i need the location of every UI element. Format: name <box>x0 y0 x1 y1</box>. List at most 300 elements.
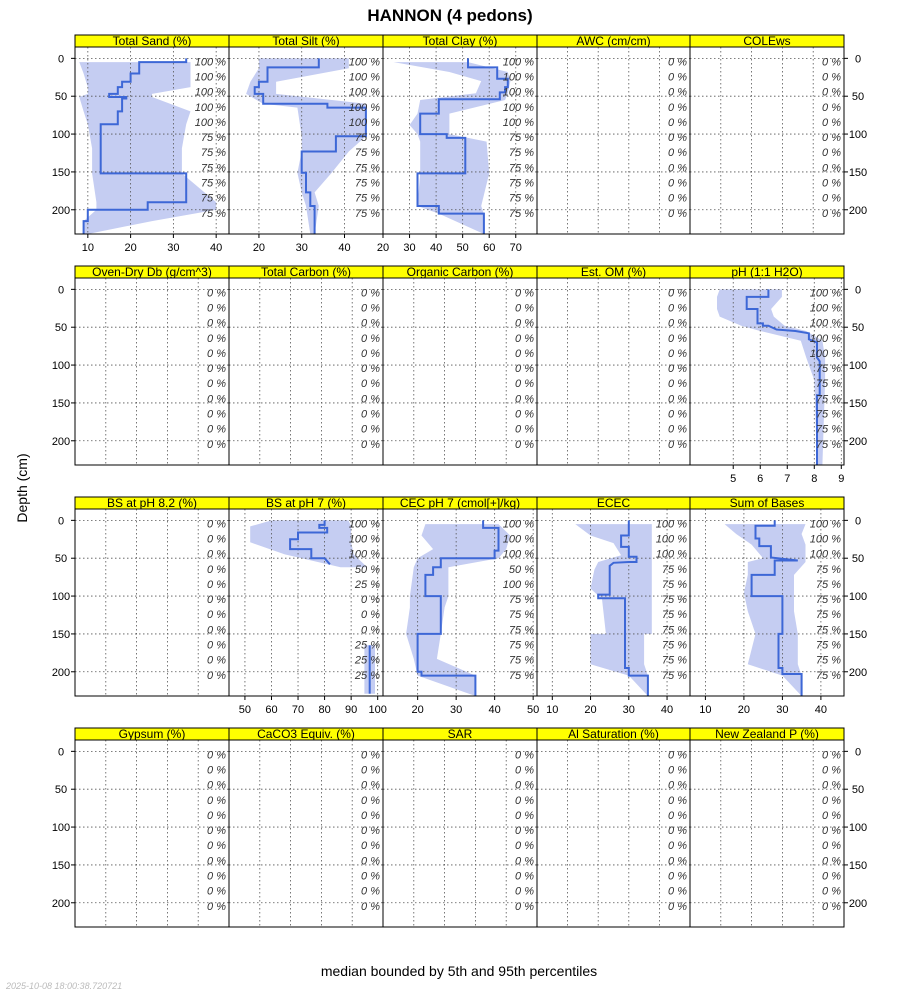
x-tick-label: 20 <box>252 242 266 254</box>
x-tick-label: 30 <box>403 242 416 254</box>
y-tick-label: 50 <box>54 784 68 797</box>
data-percent-label: 0 % <box>515 764 534 777</box>
data-percent-label: 0 % <box>668 192 687 205</box>
data-percent-label: 100 % <box>655 533 687 546</box>
data-percent-label: 75 % <box>354 132 380 145</box>
data-percent-label: 100 % <box>655 518 687 531</box>
panel-strip-label: COLEws <box>743 34 791 48</box>
y-tick-label: 150 <box>848 859 868 872</box>
x-tick-label: 10 <box>81 242 94 254</box>
data-percent-label: 0 % <box>668 287 687 300</box>
y-tick-label: 150 <box>51 397 71 410</box>
data-percent-label: 75 % <box>661 669 687 682</box>
data-percent-label: 0 % <box>207 654 226 667</box>
data-percent-label: 50 % <box>354 563 380 576</box>
data-percent-label: 100 % <box>348 71 380 84</box>
data-percent-label: 100 % <box>809 302 841 315</box>
x-tick-label: 10 <box>699 704 712 716</box>
data-percent-label: 0 % <box>515 423 534 436</box>
panel <box>690 496 867 716</box>
data-percent-label: 100 % <box>502 71 534 84</box>
y-tick-label: 0 <box>57 515 65 528</box>
panel-strip-label: Oven-Dry Db (g/cm^3) <box>92 265 212 279</box>
data-percent-label: 0 % <box>668 317 687 330</box>
data-percent-label: 0 % <box>515 900 534 913</box>
data-percent-label: 75 % <box>508 192 534 205</box>
data-percent-label: 50 % <box>508 563 534 576</box>
data-percent-label: 0 % <box>668 438 687 451</box>
data-percent-label: 0 % <box>668 116 687 129</box>
data-percent-label: 0 % <box>822 749 841 762</box>
data-percent-label: 75 % <box>508 609 534 622</box>
panel-strip-label: CaCO3 Equiv. (%) <box>257 727 355 741</box>
x-tick-label: 20 <box>124 242 137 254</box>
data-percent-label: 0 % <box>668 825 687 838</box>
panel-frame <box>229 740 383 927</box>
data-percent-label: 100 % <box>502 101 534 114</box>
panel <box>52 34 229 254</box>
y-tick-label: 150 <box>51 628 71 641</box>
data-percent-label: 0 % <box>822 71 841 84</box>
y-tick-label: 50 <box>54 322 68 335</box>
data-percent-label: 0 % <box>822 764 841 777</box>
data-percent-label: 0 % <box>207 749 226 762</box>
data-percent-label: 100 % <box>348 56 380 69</box>
data-percent-label: 0 % <box>361 594 380 607</box>
data-percent-label: 0 % <box>515 840 534 853</box>
data-percent-label: 0 % <box>515 438 534 451</box>
data-percent-label: 0 % <box>822 885 841 898</box>
y-tick-label: 50 <box>851 553 865 566</box>
data-percent-label: 0 % <box>668 408 687 421</box>
x-tick-label: 40 <box>814 704 828 716</box>
x-tick-label: 90 <box>345 704 358 716</box>
data-percent-label: 100 % <box>348 518 380 531</box>
data-percent-label: 0 % <box>207 332 226 345</box>
data-percent-label: 0 % <box>361 779 380 792</box>
data-percent-label: 0 % <box>822 779 841 792</box>
panel <box>537 265 690 465</box>
data-percent-label: 0 % <box>515 809 534 822</box>
data-percent-label: 25 % <box>354 639 380 652</box>
data-percent-label: 0 % <box>668 132 687 145</box>
data-percent-label: 75 % <box>508 654 534 667</box>
median-line <box>747 289 820 465</box>
x-tick-label: 5 <box>730 473 737 485</box>
data-percent-label: 0 % <box>515 408 534 421</box>
data-percent-label: 75 % <box>815 423 841 436</box>
data-percent-label: 0 % <box>822 192 841 205</box>
data-percent-label: 75 % <box>815 393 841 406</box>
x-axis-label: median bounded by 5th and 95th percentiles <box>320 963 598 979</box>
data-percent-label: 75 % <box>508 147 534 160</box>
data-percent-label: 75 % <box>815 624 841 637</box>
panel-strip-label: Organic Carbon (%) <box>406 265 514 279</box>
data-percent-label: 100 % <box>348 101 380 114</box>
y-tick-label: 0 <box>854 284 862 297</box>
data-percent-label: 0 % <box>207 317 226 330</box>
data-percent-label: 0 % <box>207 624 226 637</box>
panel-frame <box>75 278 229 465</box>
data-percent-label: 0 % <box>668 302 687 315</box>
data-percent-label: 0 % <box>207 639 226 652</box>
panel-strip-label: New Zealand P (%) <box>715 727 819 741</box>
y-tick-label: 200 <box>848 204 868 217</box>
data-percent-label: 75 % <box>354 207 380 220</box>
data-percent-label: 0 % <box>515 885 534 898</box>
panel <box>690 265 867 485</box>
data-percent-label: 0 % <box>668 885 687 898</box>
data-percent-label: 100 % <box>502 548 534 561</box>
data-percent-label: 75 % <box>508 177 534 190</box>
data-percent-label: 0 % <box>207 825 226 838</box>
data-percent-label: 0 % <box>668 347 687 360</box>
x-tick-label: 10 <box>546 704 559 716</box>
data-percent-label: 0 % <box>361 764 380 777</box>
data-percent-label: 0 % <box>515 749 534 762</box>
data-percent-label: 100 % <box>348 86 380 99</box>
data-percent-label: 0 % <box>207 764 226 777</box>
percentile-band <box>725 524 806 696</box>
data-percent-label: 0 % <box>668 393 687 406</box>
percentile-band <box>575 524 652 696</box>
data-percent-label: 75 % <box>661 609 687 622</box>
panel-frame <box>75 509 229 696</box>
y-tick-label: 0 <box>854 53 862 66</box>
panel-strip-label: AWC (cm/cm) <box>576 34 651 48</box>
x-tick-label: 60 <box>265 704 278 716</box>
data-percent-label: 0 % <box>822 101 841 114</box>
data-percent-label: 0 % <box>515 302 534 315</box>
data-percent-label: 0 % <box>822 177 841 190</box>
data-percent-label: 0 % <box>668 855 687 868</box>
data-percent-label: 0 % <box>515 287 534 300</box>
panel-strip-label: Total Carbon (%) <box>260 265 352 279</box>
data-percent-label: 0 % <box>668 101 687 114</box>
data-percent-label: 100 % <box>502 86 534 99</box>
x-tick-label: 50 <box>527 704 540 716</box>
data-percent-label: 100 % <box>194 86 226 99</box>
panel-strip-label: BS at pH 8.2 (%) <box>106 496 198 510</box>
data-percent-label: 0 % <box>668 207 687 220</box>
panel-strip-label: Sum of Bases <box>729 496 805 510</box>
data-percent-label: 75 % <box>508 669 534 682</box>
data-percent-label: 75 % <box>354 162 380 175</box>
y-tick-label: 100 <box>848 822 868 835</box>
panel <box>537 34 690 234</box>
chart-title: HANNON (4 pedons) <box>367 6 533 25</box>
panel-strip-label: ECEC <box>596 496 631 510</box>
data-percent-label: 0 % <box>822 147 841 160</box>
data-percent-label: 75 % <box>815 578 841 591</box>
data-percent-label: 0 % <box>207 548 226 561</box>
data-percent-label: 75 % <box>815 563 841 576</box>
x-tick-label: 20 <box>376 242 390 254</box>
data-percent-label: 75 % <box>508 624 534 637</box>
data-percent-label: 100 % <box>348 548 380 561</box>
data-percent-label: 0 % <box>515 393 534 406</box>
data-percent-label: 100 % <box>502 116 534 129</box>
x-tick-label: 40 <box>429 242 443 254</box>
data-percent-label: 100 % <box>194 56 226 69</box>
data-percent-label: 0 % <box>361 885 380 898</box>
y-tick-label: 0 <box>57 284 65 297</box>
data-percent-label: 0 % <box>822 809 841 822</box>
data-percent-label: 0 % <box>668 900 687 913</box>
data-percent-label: 75 % <box>815 609 841 622</box>
data-percent-label: 0 % <box>822 870 841 883</box>
panel <box>52 496 229 696</box>
panel <box>383 496 539 716</box>
x-tick-label: 7 <box>784 473 791 485</box>
x-tick-label: 9 <box>838 473 845 485</box>
y-tick-label: 200 <box>848 435 868 448</box>
data-percent-label: 75 % <box>354 177 380 190</box>
panel <box>377 34 537 254</box>
panel-frame <box>690 740 844 927</box>
data-percent-label: 0 % <box>668 86 687 99</box>
data-percent-label: 0 % <box>668 363 687 376</box>
data-percent-label: 75 % <box>200 207 226 220</box>
panel <box>690 727 867 927</box>
data-percent-label: 75 % <box>815 438 841 451</box>
x-tick-label: 50 <box>238 704 252 716</box>
data-percent-label: 100 % <box>809 548 841 561</box>
data-percent-label: 0 % <box>361 302 380 315</box>
y-tick-label: 150 <box>51 166 71 179</box>
data-percent-label: 75 % <box>508 207 534 220</box>
panel-strip-label: BS at pH 7 (%) <box>265 496 347 510</box>
panel-strip-label: SAR <box>447 727 473 741</box>
panel-frame <box>383 278 537 465</box>
data-percent-label: 0 % <box>207 408 226 421</box>
data-percent-label: 100 % <box>194 101 226 114</box>
data-percent-label: 100 % <box>809 518 841 531</box>
y-tick-label: 200 <box>51 897 71 910</box>
data-percent-label: 75 % <box>815 669 841 682</box>
data-percent-label: 75 % <box>815 594 841 607</box>
data-percent-label: 0 % <box>207 578 226 591</box>
panel-strip-label: Total Sand (%) <box>112 34 192 48</box>
data-percent-label: 0 % <box>207 870 226 883</box>
data-percent-label: 100 % <box>502 518 534 531</box>
data-percent-label: 25 % <box>354 654 380 667</box>
data-percent-label: 0 % <box>668 794 687 807</box>
data-percent-label: 0 % <box>207 563 226 576</box>
panel-grid <box>52 34 867 927</box>
data-percent-label: 0 % <box>668 332 687 345</box>
x-tick-label: 30 <box>622 704 635 716</box>
y-tick-label: 100 <box>51 591 71 604</box>
panel <box>229 265 383 465</box>
data-percent-label: 0 % <box>361 363 380 376</box>
y-tick-label: 50 <box>851 784 865 797</box>
data-percent-label: 100 % <box>502 533 534 546</box>
y-tick-label: 50 <box>54 91 68 104</box>
data-percent-label: 0 % <box>361 332 380 345</box>
x-tick-label: 40 <box>338 242 351 254</box>
panel <box>537 727 690 927</box>
data-percent-label: 0 % <box>207 594 226 607</box>
y-tick-label: 100 <box>848 591 868 604</box>
x-tick-label: 8 <box>811 473 818 485</box>
panel-strip-label: Est. OM (%) <box>580 265 647 279</box>
x-tick-label: 50 <box>456 242 469 254</box>
y-tick-label: 0 <box>854 515 862 528</box>
x-tick-label: 40 <box>488 704 501 716</box>
data-percent-label: 75 % <box>508 639 534 652</box>
y-tick-label: 0 <box>57 53 65 66</box>
data-percent-label: 0 % <box>822 825 841 838</box>
y-tick-label: 100 <box>51 360 71 373</box>
timestamp: 2025-10-08 18:00:38.720721 <box>6 981 123 991</box>
y-tick-label: 200 <box>51 435 71 448</box>
data-percent-label: 0 % <box>207 438 226 451</box>
data-percent-label: 0 % <box>207 287 226 300</box>
panel-frame <box>690 47 844 234</box>
panel-strip-label: Gypsum (%) <box>118 727 186 741</box>
data-percent-label: 0 % <box>822 132 841 145</box>
data-percent-label: 0 % <box>207 609 226 622</box>
data-percent-label: 0 % <box>361 438 380 451</box>
y-tick-label: 150 <box>848 166 868 179</box>
data-percent-label: 75 % <box>508 162 534 175</box>
data-percent-label: 0 % <box>515 779 534 792</box>
panel <box>383 727 537 927</box>
data-percent-label: 0 % <box>207 378 226 391</box>
data-percent-label: 0 % <box>361 870 380 883</box>
data-percent-label: 100 % <box>809 533 841 546</box>
x-tick-label: 40 <box>660 704 674 716</box>
data-percent-label: 75 % <box>815 363 841 376</box>
x-tick-label: 20 <box>737 704 751 716</box>
data-percent-label: 75 % <box>200 162 226 175</box>
data-percent-label: 75 % <box>661 624 687 637</box>
data-percent-label: 0 % <box>822 86 841 99</box>
x-tick-label: 30 <box>167 242 180 254</box>
data-percent-label: 75 % <box>661 639 687 652</box>
data-percent-label: 0 % <box>361 809 380 822</box>
data-percent-label: 0 % <box>668 764 687 777</box>
data-percent-label: 0 % <box>668 71 687 84</box>
x-tick-label: 30 <box>776 704 789 716</box>
data-percent-label: 75 % <box>661 654 687 667</box>
data-percent-label: 0 % <box>668 870 687 883</box>
data-percent-label: 0 % <box>668 162 687 175</box>
data-percent-label: 75 % <box>200 132 226 145</box>
data-percent-label: 75 % <box>200 147 226 160</box>
data-percent-label: 75 % <box>815 378 841 391</box>
data-percent-label: 75 % <box>815 639 841 652</box>
data-percent-label: 0 % <box>207 885 226 898</box>
x-tick-label: 40 <box>210 242 223 254</box>
data-percent-label: 0 % <box>515 378 534 391</box>
data-percent-label: 75 % <box>661 594 687 607</box>
data-percent-label: 0 % <box>515 363 534 376</box>
data-percent-label: 75 % <box>508 594 534 607</box>
data-percent-label: 0 % <box>361 347 380 360</box>
data-percent-label: 0 % <box>668 423 687 436</box>
data-percent-label: 0 % <box>361 855 380 868</box>
y-tick-label: 200 <box>848 897 868 910</box>
data-percent-label: 0 % <box>207 779 226 792</box>
percentile-band <box>246 58 366 234</box>
y-tick-label: 200 <box>51 204 71 217</box>
data-percent-label: 0 % <box>207 855 226 868</box>
data-percent-label: 75 % <box>815 408 841 421</box>
data-percent-label: 25 % <box>354 669 380 682</box>
data-percent-label: 75 % <box>354 192 380 205</box>
data-percent-label: 0 % <box>207 809 226 822</box>
data-percent-label: 0 % <box>822 56 841 69</box>
data-percent-label: 0 % <box>822 855 841 868</box>
data-percent-label: 25 % <box>354 578 380 591</box>
data-percent-label: 0 % <box>515 825 534 838</box>
data-percent-label: 75 % <box>354 147 380 160</box>
panel <box>537 496 690 716</box>
y-tick-label: 50 <box>851 322 865 335</box>
data-percent-label: 0 % <box>822 840 841 853</box>
data-percent-label: 100 % <box>809 332 841 345</box>
data-percent-label: 0 % <box>207 423 226 436</box>
y-tick-label: 50 <box>54 553 68 566</box>
panel <box>229 496 387 716</box>
data-percent-label: 100 % <box>809 317 841 330</box>
data-percent-label: 0 % <box>822 900 841 913</box>
data-percent-label: 0 % <box>515 347 534 360</box>
panel <box>52 727 229 927</box>
panel-frame <box>383 740 537 927</box>
data-percent-label: 0 % <box>361 749 380 762</box>
data-percent-label: 0 % <box>361 609 380 622</box>
data-percent-label: 75 % <box>200 177 226 190</box>
data-percent-label: 0 % <box>361 624 380 637</box>
data-percent-label: 100 % <box>809 287 841 300</box>
x-tick-label: 30 <box>295 242 308 254</box>
y-tick-label: 50 <box>851 91 865 104</box>
panel-strip-label: pH (1:1 H2O) <box>731 265 803 279</box>
panel <box>229 34 383 254</box>
data-percent-label: 0 % <box>515 855 534 868</box>
data-percent-label: 0 % <box>361 423 380 436</box>
data-percent-label: 0 % <box>822 116 841 129</box>
data-percent-label: 75 % <box>200 192 226 205</box>
data-percent-label: 0 % <box>361 794 380 807</box>
y-tick-label: 0 <box>854 746 862 759</box>
x-tick-label: 6 <box>757 473 764 485</box>
x-tick-label: 70 <box>509 242 522 254</box>
panel-strip-label: Al Saturation (%) <box>568 727 659 741</box>
y-tick-label: 150 <box>848 628 868 641</box>
data-percent-label: 0 % <box>207 347 226 360</box>
panel-frame <box>75 740 229 927</box>
data-percent-label: 0 % <box>361 287 380 300</box>
data-percent-label: 0 % <box>668 378 687 391</box>
x-tick-label: 20 <box>411 704 424 716</box>
data-percent-label: 0 % <box>668 840 687 853</box>
y-tick-label: 100 <box>51 822 71 835</box>
data-percent-label: 0 % <box>668 809 687 822</box>
panel <box>690 34 867 234</box>
x-tick-label: 60 <box>483 242 496 254</box>
data-percent-label: 0 % <box>515 794 534 807</box>
y-tick-label: 100 <box>51 129 71 142</box>
data-percent-label: 0 % <box>207 794 226 807</box>
x-tick-label: 20 <box>584 704 597 716</box>
data-percent-label: 0 % <box>361 378 380 391</box>
data-percent-label: 0 % <box>207 533 226 546</box>
data-percent-label: 0 % <box>668 147 687 160</box>
